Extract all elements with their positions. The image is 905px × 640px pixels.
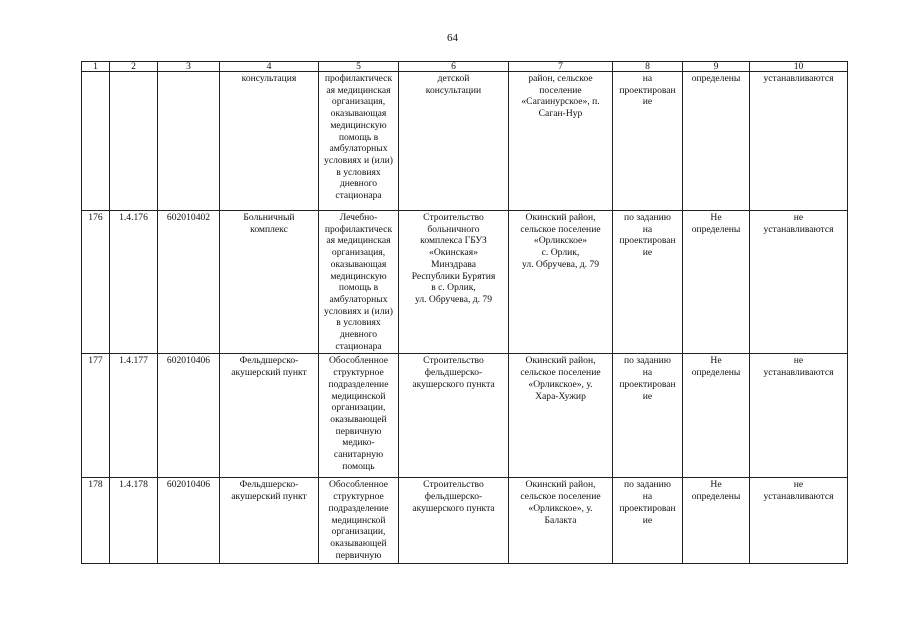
- purpose-cell: [319, 478, 399, 564]
- cell-text-line: ул. Обручева, д. 79: [521, 258, 600, 270]
- zone-cell: [683, 354, 750, 478]
- item-code-cell: 1.4.178: [110, 478, 158, 564]
- cell-text-line: медико-: [342, 437, 375, 449]
- restrictions-cell: [750, 72, 848, 211]
- cell-text-line: Окинский район,: [525, 355, 596, 367]
- status-cell: [613, 72, 683, 211]
- zone-cell: [683, 72, 750, 211]
- cell-text-line: Обособленное: [328, 479, 389, 491]
- cell-text-line: не: [793, 479, 804, 491]
- cell-text-line: «Орликское», у.: [528, 378, 593, 390]
- cell-text-line: сельское поселение: [520, 367, 601, 379]
- cell-text-line: определены: [691, 73, 741, 84]
- cell-text-line: акушерского пункта: [412, 502, 495, 514]
- object-name-cell: [399, 211, 509, 354]
- cell-text-line: ие: [642, 247, 653, 259]
- cell-text-line: Не: [710, 212, 722, 223]
- register-table: [81, 61, 848, 564]
- location-cell: [509, 211, 613, 354]
- cell-text-line: Больничный: [243, 212, 295, 223]
- cell-text-line: профилактическ: [324, 223, 393, 235]
- cell-text-line: комплекса ГБУЗ: [420, 235, 487, 247]
- cell-text-line: ул. Обручева, д. 79: [414, 293, 493, 305]
- object-code-cell: 602010406: [158, 478, 220, 564]
- item-code-cell: 1.4.176: [110, 211, 158, 354]
- cell-text-line: ая медицинская: [326, 84, 391, 96]
- cell-text-line: структурное: [333, 367, 384, 379]
- column-number: 1: [82, 62, 110, 72]
- page-number: 64: [447, 32, 458, 44]
- cell-text-line: не: [793, 355, 804, 367]
- object-type-cell: [220, 354, 319, 478]
- cell-text-line: в условиях: [336, 166, 381, 178]
- cell-text-line: акушерский пункт: [231, 367, 307, 379]
- cell-text-line: первичную: [335, 549, 382, 561]
- cell-text-line: структурное: [333, 491, 384, 503]
- object-code-cell: [158, 72, 220, 211]
- cell-text-line: «Сагаинурское», п.: [521, 96, 600, 108]
- cell-text-line: стационара: [335, 190, 382, 202]
- cell-text-line: сельское поселение: [520, 223, 601, 235]
- table-row: [82, 211, 848, 354]
- cell-text-line: Фельдшерско-: [239, 479, 299, 491]
- cell-text-line: «Орликское»: [533, 235, 588, 247]
- purpose-cell: [319, 354, 399, 478]
- cell-text-line: проектирован: [619, 502, 676, 514]
- cell-text-line: Республики Бурятия: [411, 270, 496, 282]
- cell-text-line: Строительство: [423, 212, 484, 223]
- cell-text-line: стационара: [335, 340, 382, 352]
- column-number: 5: [319, 62, 399, 72]
- column-number: 3: [158, 62, 220, 72]
- cell-text-line: организации,: [331, 526, 386, 538]
- cell-text-line: в с. Орлик,: [431, 282, 476, 294]
- row-number-cell: 177: [82, 354, 110, 478]
- row-number-cell: [82, 72, 110, 211]
- cell-text-line: подразделение: [328, 502, 389, 514]
- cell-text-line: оказывающая: [330, 258, 387, 270]
- zone-cell: [683, 211, 750, 354]
- cell-text-line: район, сельское: [528, 73, 593, 84]
- cell-text-line: помощь: [342, 460, 375, 472]
- cell-text-line: на: [642, 491, 653, 503]
- cell-text-line: условиях и (или): [324, 305, 393, 317]
- column-number: 9: [683, 62, 750, 72]
- cell-text-line: комплекс: [250, 223, 288, 235]
- table-row: [82, 354, 848, 478]
- cell-text-line: акушерский пункт: [231, 491, 307, 503]
- cell-text-line: медицинскую: [330, 119, 387, 131]
- cell-text-line: оказывающей: [330, 413, 387, 425]
- cell-text-line: Саган-Нур: [538, 108, 583, 120]
- cell-text-line: фельдшерско-: [424, 491, 483, 503]
- row-number-cell: 178: [82, 478, 110, 564]
- object-name-cell: [399, 478, 509, 564]
- cell-text-line: по заданию: [624, 355, 671, 367]
- cell-text-line: дневного: [339, 329, 378, 341]
- cell-text-line: оказывающей: [330, 537, 387, 549]
- cell-text-line: профилактическ: [324, 73, 393, 84]
- cell-text-line: медицинской: [331, 514, 386, 526]
- status-cell: [613, 478, 683, 564]
- cell-text-line: акушерского пункта: [412, 378, 495, 390]
- cell-text-line: Окинский район,: [525, 479, 596, 491]
- cell-text-line: больничного: [427, 223, 480, 235]
- cell-text-line: Не: [710, 479, 722, 491]
- cell-text-line: устанавливаются: [763, 367, 834, 379]
- cell-text-line: медицинской: [331, 390, 386, 402]
- cell-text-line: «Окинская»: [429, 247, 478, 259]
- purpose-cell: [319, 211, 399, 354]
- column-number: 4: [220, 62, 319, 72]
- table-row: [82, 478, 848, 564]
- row-number-cell: 176: [82, 211, 110, 354]
- location-cell: [509, 354, 613, 478]
- cell-text-line: Обособленное: [328, 355, 389, 367]
- restrictions-cell: [750, 211, 848, 354]
- restrictions-cell: [750, 478, 848, 564]
- cell-text-line: консультация: [241, 73, 297, 84]
- cell-text-line: проектирован: [619, 84, 676, 96]
- column-number-row: [82, 62, 848, 72]
- cell-text-line: определены: [691, 223, 741, 235]
- object-type-cell: [220, 72, 319, 211]
- cell-text-line: устанавливаются: [763, 223, 834, 235]
- cell-text-line: Не: [710, 355, 722, 367]
- cell-text-line: консультации: [425, 84, 482, 96]
- cell-text-line: поселение: [539, 84, 582, 96]
- cell-text-line: по заданию: [624, 479, 671, 491]
- cell-text-line: Минздрава: [430, 258, 476, 270]
- cell-text-line: устанавливаются: [763, 491, 834, 503]
- cell-text-line: на: [642, 73, 653, 84]
- cell-text-line: Окинский район,: [525, 212, 596, 223]
- object-name-cell: [399, 354, 509, 478]
- cell-text-line: организация,: [331, 96, 386, 108]
- status-cell: [613, 354, 683, 478]
- cell-text-line: определены: [691, 491, 741, 503]
- cell-text-line: ие: [642, 514, 653, 526]
- cell-text-line: фельдшерско-: [424, 367, 483, 379]
- location-cell: [509, 478, 613, 564]
- status-cell: [613, 211, 683, 354]
- cell-text-line: ие: [642, 96, 653, 108]
- cell-text-line: Строительство: [423, 355, 484, 367]
- purpose-cell: [319, 72, 399, 211]
- column-number: 8: [613, 62, 683, 72]
- object-code-cell: 602010402: [158, 211, 220, 354]
- object-name-cell: [399, 72, 509, 211]
- column-number: 7: [509, 62, 613, 72]
- cell-text-line: медицинскую: [330, 270, 387, 282]
- cell-text-line: Хара-Хужир: [535, 390, 586, 402]
- cell-text-line: не: [793, 212, 804, 223]
- cell-text-line: «Орликское», у.: [528, 502, 593, 514]
- cell-text-line: Строительство: [423, 479, 484, 491]
- cell-text-line: Фельдшерско-: [239, 355, 299, 367]
- cell-text-line: определены: [691, 367, 741, 379]
- cell-text-line: проектирован: [619, 378, 676, 390]
- cell-text-line: ие: [642, 390, 653, 402]
- cell-text-line: на: [642, 367, 653, 379]
- cell-text-line: в условиях: [336, 317, 381, 329]
- table-row: [82, 72, 848, 211]
- cell-text-line: Балакта: [544, 514, 577, 526]
- cell-text-line: помощь в: [338, 131, 379, 143]
- zone-cell: [683, 478, 750, 564]
- cell-text-line: устанавливаются: [763, 73, 834, 84]
- restrictions-cell: [750, 354, 848, 478]
- cell-text-line: амбулаторных: [329, 293, 388, 305]
- cell-text-line: на: [642, 223, 653, 235]
- column-number: 10: [750, 62, 848, 72]
- column-number: 2: [110, 62, 158, 72]
- object-code-cell: 602010406: [158, 354, 220, 478]
- cell-text-line: Лечебно-: [339, 212, 378, 223]
- cell-text-line: организации,: [331, 402, 386, 414]
- cell-text-line: проектирован: [619, 235, 676, 247]
- column-number: 6: [399, 62, 509, 72]
- cell-text-line: дневного: [339, 178, 378, 190]
- object-type-cell: [220, 478, 319, 564]
- cell-text-line: санитарную: [333, 449, 384, 461]
- cell-text-line: условиях и (или): [324, 154, 393, 166]
- cell-text-line: организация,: [331, 247, 386, 259]
- cell-text-line: помощь в: [338, 282, 379, 294]
- item-code-cell: [110, 72, 158, 211]
- cell-text-line: ая медицинская: [326, 235, 391, 247]
- cell-text-line: сельское поселение: [520, 491, 601, 503]
- cell-text-line: детской: [437, 73, 470, 84]
- cell-text-line: подразделение: [328, 378, 389, 390]
- location-cell: [509, 72, 613, 211]
- cell-text-line: оказывающая: [330, 108, 387, 120]
- cell-text-line: амбулаторных: [329, 143, 388, 155]
- cell-text-line: по заданию: [624, 212, 671, 223]
- object-type-cell: [220, 211, 319, 354]
- item-code-cell: 1.4.177: [110, 354, 158, 478]
- cell-text-line: с. Орлик,: [541, 247, 580, 259]
- cell-text-line: первичную: [335, 425, 382, 437]
